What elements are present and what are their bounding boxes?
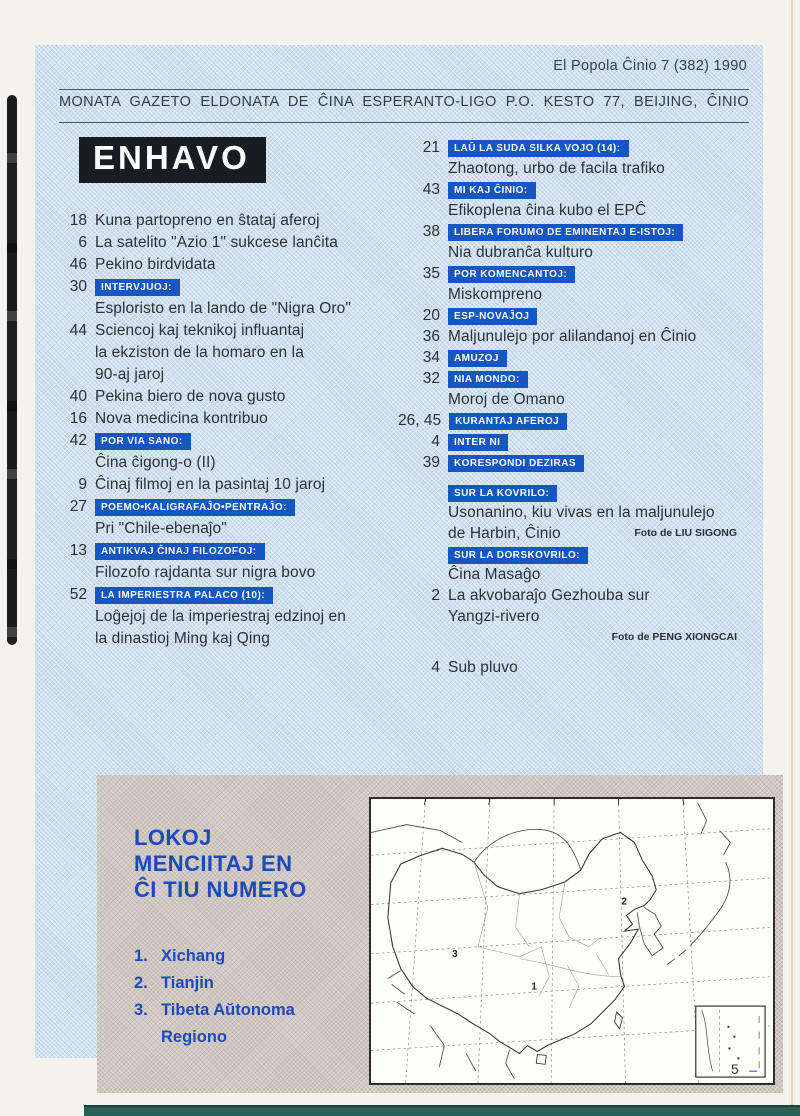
section-badge: SUR LA DORSKOVRILO:	[448, 547, 588, 564]
toc-entry	[45, 408, 390, 430]
toc-entry-page: 6	[78, 234, 87, 251]
china-map-svg	[371, 799, 773, 1083]
section-badge: KURANTAJ AFEROJ	[449, 413, 567, 430]
page-number: 5	[731, 1061, 739, 1077]
toc-entry-page: 4	[431, 659, 440, 676]
place-item: 2. Tianjin	[134, 974, 214, 992]
toc-entry-title: Moroj de Omano	[448, 391, 565, 408]
toc-entry	[45, 540, 390, 562]
toc-entry-title: 90-aj jaroj	[95, 366, 165, 383]
toc-entry-cont	[45, 628, 390, 650]
toc-entry-page: 39	[422, 454, 440, 471]
toc-entry	[45, 254, 390, 276]
toc-entry-title: Sub pluvo	[448, 659, 518, 676]
toc-right-column	[398, 137, 743, 678]
toc-entry-page: 21	[422, 139, 440, 156]
places-list	[134, 943, 295, 1051]
toc-entry	[398, 347, 743, 368]
toc-entry-title: Yangzi-rivero	[448, 608, 540, 625]
toc-left-column	[45, 210, 390, 650]
section-badge: POR KOMENCANTOJ:	[448, 266, 575, 283]
toc-entry	[45, 276, 390, 298]
photo-credit: Foto de PENG XIONGCAI	[611, 631, 737, 643]
toc-entry	[45, 232, 390, 254]
section-badge: INTER NI	[448, 434, 508, 451]
toc-entry	[398, 221, 743, 242]
toc-entry-page: 32	[422, 370, 440, 387]
toc-entry	[398, 657, 743, 678]
toc-entry-page: 2	[431, 587, 440, 604]
toc-entry-title: La satelito "Azio 1" sukcese lanĉita	[95, 234, 338, 251]
toc-entry-page: 44	[69, 322, 87, 339]
toc-entry-cont	[45, 606, 390, 628]
toc-entry-cont	[398, 564, 743, 585]
toc-entry	[398, 482, 743, 502]
toc-entry	[398, 544, 743, 564]
toc-entry-cont	[398, 284, 743, 305]
toc-entry-title: Pri "Chile-ebenaĵo"	[95, 520, 227, 537]
toc-entry-page: 30	[69, 278, 87, 295]
toc-entry-page: 27	[69, 498, 87, 515]
toc-entry-cont	[45, 518, 390, 540]
toc-entry	[398, 431, 743, 452]
toc-entry-page: 4	[431, 433, 440, 450]
section-badge: AMUZOJ	[448, 350, 507, 367]
toc-entry	[398, 263, 743, 284]
map-marker-2: 2	[621, 896, 628, 908]
toc-entry-title: Ĉina Masaĝo	[448, 566, 541, 583]
toc-entry-cont	[398, 158, 743, 179]
toc-entry	[398, 410, 743, 431]
spine-binding-strip	[7, 95, 17, 645]
toc-entry-title: Filozofo rajdanta sur nigra bovo	[95, 564, 316, 581]
section-badge: KORESPONDI DEZIRAS	[448, 455, 584, 472]
header-rule-top	[59, 89, 749, 90]
toc-entry-page: 38	[422, 223, 440, 240]
toc-entry	[45, 496, 390, 518]
toc-entry	[45, 210, 390, 232]
places-heading: LOKOJ MENCIITAJ EN ĈI TIU NUMERO	[134, 825, 307, 902]
cover-strip	[84, 1105, 800, 1116]
toc-entry-page: 20	[422, 307, 440, 324]
toc-entry-page: 16	[69, 410, 87, 427]
toc-entry-page: 52	[69, 586, 87, 603]
section-badge: LIBERA FORUMO DE EMINENTAJ E-ISTOJ:	[448, 224, 683, 241]
toc-entry-title: La akvobaraĵo Gezhouba sur	[448, 587, 650, 604]
toc-entry-page: 42	[69, 432, 87, 449]
toc-entry-title: Kuna partopreno en ŝtataj aferoj	[95, 212, 320, 229]
toc-entry-page: 46	[69, 256, 87, 273]
masthead: MONATA GAZETO ELDONATA DE ĈINA ESPERANTO-LIGO P.O. KESTO 77, BEIJING, ĈINIO	[59, 94, 749, 110]
toc-entry	[45, 584, 390, 606]
toc-entry-title: Loĝejoj de la imperiestraj edzinoj en	[95, 608, 346, 625]
toc-entry-title: Esploristo en la lando de "Nigra Oro"	[95, 300, 351, 317]
toc-entry-page: 9	[78, 476, 87, 493]
toc-entry-cont	[45, 298, 390, 320]
toc-entry-title: de Harbin, Ĉinio	[448, 525, 561, 542]
toc-entry-cont	[398, 389, 743, 410]
toc-entry	[45, 430, 390, 452]
map-marker-3: 3	[452, 948, 458, 960]
place-item: 1. Xichang	[134, 947, 226, 965]
map-province-lines	[474, 862, 621, 1008]
toc-entry-cont	[398, 627, 743, 648]
places-box	[97, 775, 783, 1093]
map-border-ticks	[424, 799, 683, 805]
toc-entry-title: Pekina biero de nova gusto	[95, 388, 286, 405]
section-badge: ANTIKVAJ ĈINAJ FILOZOFOJ:	[95, 543, 265, 560]
toc-entry	[45, 474, 390, 496]
toc-entry-cont	[398, 606, 743, 627]
toc-entry-cont	[398, 502, 743, 523]
toc-entry-title: la dinastioj Ming kaj Qing	[95, 630, 270, 647]
toc-entry	[398, 452, 743, 473]
toc-entry-title: la ekziston de la homaro en la	[95, 344, 304, 361]
content-panel	[35, 45, 763, 1058]
toc-entry-title: Zhaotong, urbo de facila trafiko	[448, 160, 665, 177]
page-right-edge	[791, 0, 793, 1116]
toc-entry-page: 13	[69, 542, 87, 559]
toc-entry-title: Usonanino, kiu vivas en la maljunulejo	[448, 504, 715, 521]
toc-entry-page: 43	[422, 181, 440, 198]
toc-entry-page: 18	[69, 212, 87, 229]
place-item-cont: Regiono	[161, 1028, 227, 1046]
toc-entry-title: Miskompreno	[448, 286, 543, 303]
china-outline	[388, 833, 656, 1054]
map-neighbour-lines	[371, 803, 730, 1079]
map-marker-1: 1	[531, 981, 537, 993]
toc-entry-title: Ĉina ĉigong-o (II)	[95, 454, 216, 471]
toc-entry	[45, 320, 390, 342]
toc-entry	[398, 326, 743, 347]
toc-entry-cont	[45, 342, 390, 364]
toc-entry-title: Nia dubranĉa kulturo	[448, 244, 594, 261]
toc-entry	[45, 386, 390, 408]
toc-entry-title: Ĉinaj filmoj en la pasintaj 10 jaroj	[95, 476, 326, 493]
section-badge: LA IMPERIESTRA PALACO (10):	[95, 587, 273, 604]
toc-entry-title: Sciencoj kaj teknikoj influantaj	[95, 322, 305, 339]
toc-entry	[398, 585, 743, 606]
toc-entry-page: 36	[422, 328, 440, 345]
toc-entry	[398, 368, 743, 389]
toc-entry	[398, 179, 743, 200]
section-badge: SUR LA KOVRILO:	[448, 485, 557, 502]
toc-entry-cont	[398, 242, 743, 263]
section-badge: POEMO•KALIGRAFAĴO•PENTRAĴO:	[95, 499, 295, 516]
toc-entry-cont	[398, 523, 743, 544]
section-badge: INTERVJUOJ:	[95, 279, 180, 296]
toc-entry	[398, 305, 743, 326]
toc-entry-page: 40	[69, 388, 87, 405]
section-badge: MI KAJ ĈINIO:	[448, 182, 536, 199]
toc-entry-title: Pekino birdvidata	[95, 256, 216, 273]
toc-entry-page: 34	[422, 349, 440, 366]
toc-entry-cont	[45, 452, 390, 474]
toc-entry-cont	[45, 562, 390, 584]
header-rule-bottom	[59, 122, 749, 123]
section-badge: LAŬ LA SUDA SILKA VOJO (14):	[448, 140, 629, 157]
section-badge: ESP-NOVAĴOJ	[448, 308, 537, 325]
toc-entry-page: 26, 45	[398, 412, 442, 429]
toc-entry-cont	[45, 364, 390, 386]
map-islands	[536, 1012, 622, 1064]
toc-entry	[398, 137, 743, 158]
toc-entry-page: 35	[422, 265, 440, 282]
issue-line: El Popola Ĉinio 7 (382) 1990	[553, 58, 747, 74]
toc-entry-cont	[398, 200, 743, 221]
photo-credit: Foto de LIU SIGONG	[634, 527, 737, 539]
section-badge: POR VIA SANO:	[95, 433, 191, 450]
toc-entry-title: Nova medicina kontribuo	[95, 410, 268, 427]
china-map-panel	[369, 797, 775, 1085]
place-item: 3. Tibeta Aŭtonoma	[134, 1001, 295, 1019]
toc-title: ENHAVO	[79, 137, 266, 183]
section-badge: NIA MONDO:	[448, 371, 528, 388]
toc-entry-title: Efikoplena ĉina kubo el EPĈ	[448, 202, 647, 219]
toc-entry-title: Maljunulejo por alilandanoj en Ĉinio	[448, 328, 697, 345]
